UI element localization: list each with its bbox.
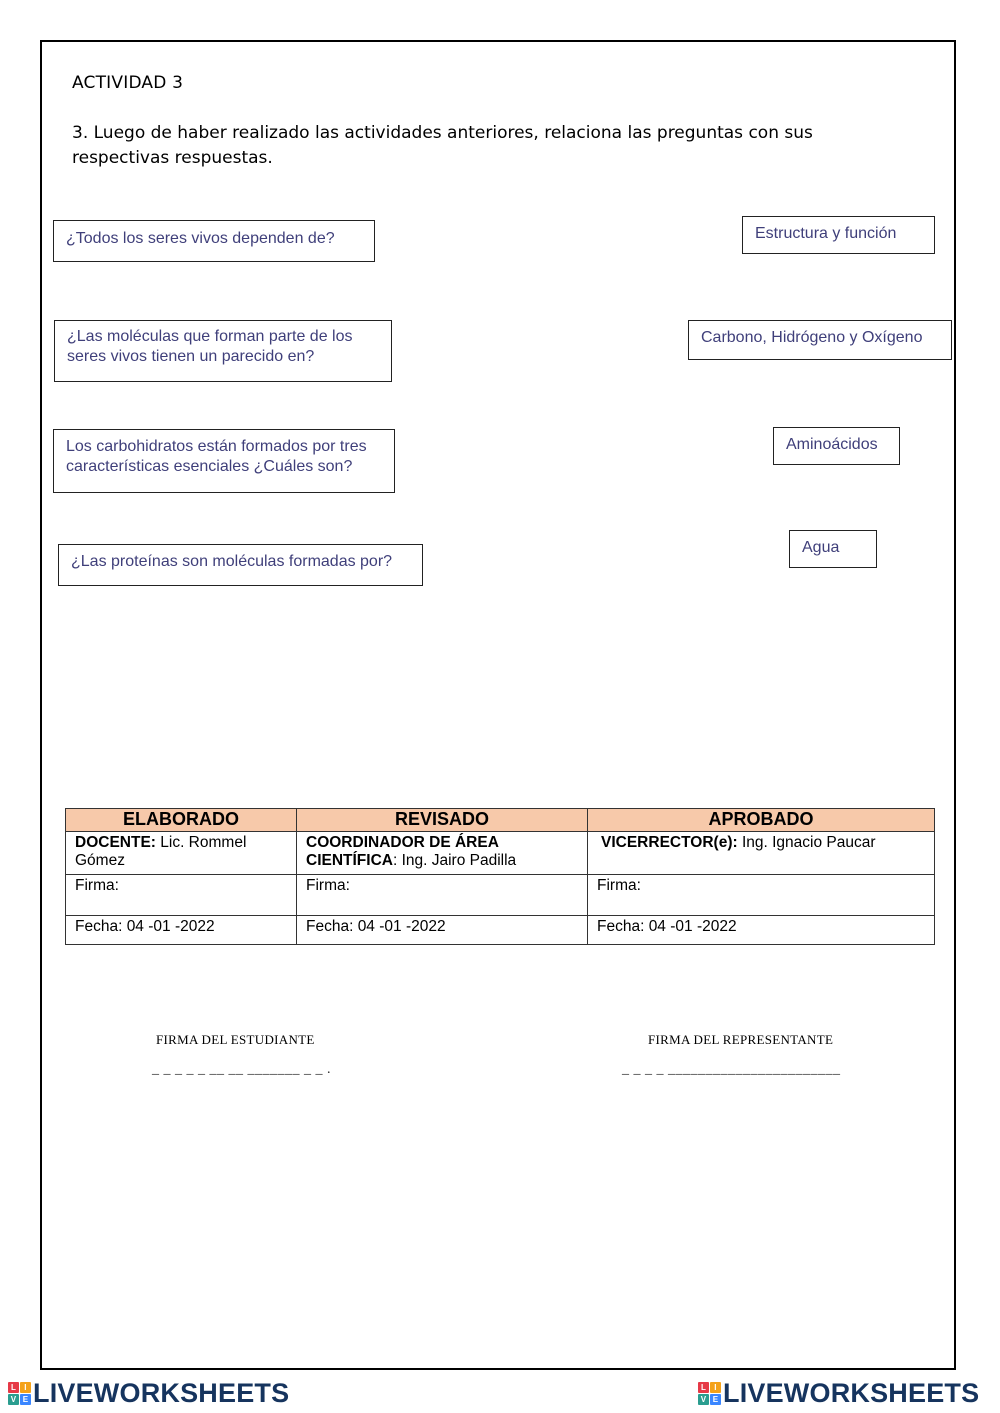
activity-title: ACTIVIDAD 3 [72, 73, 184, 93]
logo-letter: V [698, 1394, 709, 1405]
answer-box-1[interactable]: Estructura y función [742, 216, 935, 254]
answer-box-4[interactable]: Agua [789, 530, 877, 568]
question-box-4[interactable]: ¿Las proteínas son moléculas formadas por? [58, 544, 423, 586]
fecha-elaborado: Fecha: 04 -01 -2022 [66, 916, 297, 945]
revisado-name: : Ing. Jairo Padilla [392, 852, 517, 869]
firma-aprobado: Firma: [588, 875, 935, 916]
brand-text: LIVEWORKSHEETS [33, 1378, 290, 1408]
brand-text: LIVEWORKSHEETS [723, 1378, 980, 1408]
liveworksheets-logo-left[interactable] [8, 1378, 289, 1409]
liveworksheets-logo-icon [698, 1382, 721, 1405]
representative-signature-label: FIRMA DEL REPRESENTANTE [648, 1032, 834, 1047]
elaborado-name: Lic. Rommel Gómez [75, 834, 247, 869]
logo-letter: L [698, 1382, 709, 1393]
approval-table-header [66, 809, 935, 832]
student-signature-line: _ _ _ _ _ __ __ _______ _ _ . [152, 1062, 331, 1077]
logo-letter: L [8, 1382, 19, 1393]
table-row [66, 875, 935, 916]
aprobado-role: VICERRECTOR(e): [601, 834, 738, 851]
activity-instruction: 3. Luego de haber realizado las actividades anteriores, relaciona las preguntas con sus respectivas respuestas. [72, 123, 813, 168]
logo-letter: V [8, 1394, 19, 1405]
elaborado-cell [66, 832, 297, 875]
elaborado-role: DOCENTE: [75, 834, 156, 851]
header-aprobado: APROBADO [588, 809, 935, 832]
fecha-revisado: Fecha: 04 -01 -2022 [297, 916, 588, 945]
logo-letter: I [20, 1382, 31, 1393]
representative-signature-line: _ _ _ _ _______________________ [622, 1062, 841, 1077]
liveworksheets-logo-right[interactable] [698, 1378, 979, 1409]
revisado-cell [297, 832, 588, 875]
aprobado-cell [588, 832, 935, 875]
logo-letter: E [20, 1394, 31, 1405]
table-row [66, 832, 935, 875]
header-revisado: REVISADO [297, 809, 588, 832]
liveworksheets-logo-icon [8, 1382, 31, 1405]
revisado-role: COORDINADOR DE ÁREA CIENTÍFICA [306, 834, 499, 869]
fecha-aprobado: Fecha: 04 -01 -2022 [588, 916, 935, 945]
question-box-3[interactable]: Los carbohidratos están formados por tres características esenciales ¿Cuáles son? [53, 429, 395, 493]
question-box-2[interactable]: ¿Las moléculas que forman parte de los seres vivos tienen un parecido en? [54, 320, 392, 382]
approval-table [65, 808, 935, 945]
logo-letter: E [710, 1394, 721, 1405]
answer-box-2[interactable]: Carbono, Hidrógeno y Oxígeno [688, 320, 952, 360]
aprobado-name: Ing. Ignacio Paucar [737, 834, 876, 851]
student-signature-label: FIRMA DEL ESTUDIANTE [156, 1032, 315, 1047]
table-row [66, 916, 935, 945]
question-box-1[interactable]: ¿Todos los seres vivos dependen de? [53, 220, 375, 262]
answer-box-3[interactable]: Aminoácidos [773, 427, 900, 465]
logo-letter: I [710, 1382, 721, 1393]
header-elaborado: ELABORADO [66, 809, 297, 832]
firma-elaborado: Firma: [66, 875, 297, 916]
firma-revisado: Firma: [297, 875, 588, 916]
